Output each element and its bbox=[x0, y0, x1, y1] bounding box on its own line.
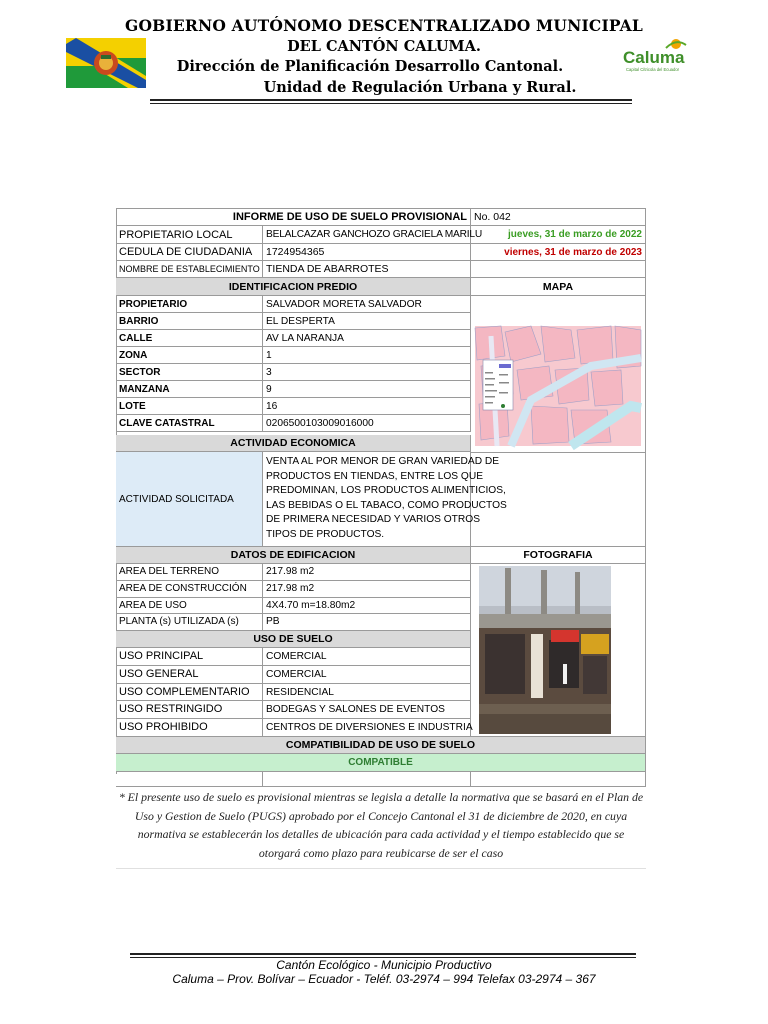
form-usos-value: COMERCIAL bbox=[263, 648, 471, 666]
provisional-note: * El presente uso de suelo es provisional mientras se legisla a detalle la normativa que se basará en el Plan de Uso y Gestion de Suelo (PUGS) aprobado por el Concejo Cantonal el 31 de diciembre de 2020, en cuya normativa se establecerán los detalles de ubicación para cada actividad y el tiempo establecido que se otorgará como plazo para reubicarse de ser el caso bbox=[118, 790, 644, 860]
form-usos-value: RESIDENCIAL bbox=[263, 684, 471, 702]
form-predio-label: CALLE bbox=[116, 330, 263, 347]
parcel-map bbox=[471, 296, 646, 453]
form-usos-label: USO COMPLEMENTARIO bbox=[116, 684, 263, 702]
footer-slogan: Cantón Ecológico - Municipio Productivo bbox=[276, 958, 492, 972]
form-predio-label: LOTE bbox=[116, 398, 263, 415]
form-predio-value: AV LA NARANJA bbox=[263, 330, 471, 347]
compatibility-status: COMPATIBLE bbox=[116, 754, 646, 772]
logo-text: Caluma bbox=[623, 48, 685, 67]
form-edificacion-label: AREA DE USO bbox=[116, 598, 263, 615]
form-title: INFORME DE USO DE SUELO PROVISIONAL bbox=[116, 208, 471, 226]
land-use-report-form bbox=[116, 208, 646, 873]
propietario-local-label: PROPIETARIO LOCAL bbox=[116, 226, 263, 244]
establecimiento-label: NOMBRE DE ESTABLECIMIENTO bbox=[116, 261, 263, 278]
letterhead bbox=[0, 0, 768, 120]
footer-rule bbox=[130, 953, 636, 955]
form-usos-value: CENTROS DE DIVERSIONES E INDUSTRIA bbox=[263, 719, 471, 737]
header-rule bbox=[150, 99, 632, 101]
form-predio-value: 3 bbox=[263, 364, 471, 381]
actividad-solicitada-label: ACTIVIDAD SOLICITADA bbox=[116, 452, 263, 547]
form-predio-label: CLAVE CATASTRAL bbox=[116, 415, 263, 432]
footer-contact: Caluma – Prov. Bolívar – Ecuador - Teléf. 03-2974 – 994 Telefax 03-2974 – 367 bbox=[172, 972, 596, 986]
actividad-line: TIPOS DE PRODUCTOS. bbox=[266, 528, 385, 540]
uso-de-suelo-header: USO DE SUELO bbox=[116, 631, 471, 648]
fotografia-header: FOTOGRAFIA bbox=[471, 547, 646, 564]
identificacion-predio-header: IDENTIFICACION PREDIO bbox=[116, 278, 471, 296]
form-edificacion-value: 4X4.70 m=18.80m2 bbox=[263, 598, 471, 615]
cedula-label: CEDULA DE CIUDADANIA bbox=[116, 244, 263, 261]
form-predio-label: MANZANA bbox=[116, 381, 263, 398]
header-rule-thin bbox=[150, 103, 632, 104]
form-edificacion-value: PB bbox=[263, 614, 471, 631]
form-predio-value: 1 bbox=[263, 347, 471, 364]
actividad-economica-header: ACTIVIDAD ECONOMICA bbox=[116, 435, 471, 452]
form-predio-value: 020650010300901600​0 bbox=[263, 415, 471, 432]
form-edificacion-label: AREA DEL TERRENO bbox=[116, 564, 263, 581]
form-usos-label: USO GENERAL bbox=[116, 666, 263, 684]
map-image bbox=[471, 296, 645, 452]
header-line-3: Dirección de Planificación Desarrollo Cantonal. bbox=[176, 58, 564, 75]
form-predio-value: EL DESPERTA bbox=[263, 313, 471, 330]
form-predio-value: SALVADOR MORETA SALVADOR bbox=[263, 296, 471, 313]
propietario-local-value: BELALCAZAR GANCHOZO GRACIELA MARILU bbox=[263, 226, 471, 244]
form-usos-value: BODEGAS Y SALONES DE EVENTOS bbox=[263, 701, 471, 719]
actividad-line: LAS BEBIDAS O EL TABACO, COMO PRODUCTOS bbox=[266, 499, 507, 511]
form-edificacion-value: 217.98 m2 bbox=[263, 581, 471, 598]
header-line-1: GOBIERNO AUTÓNOMO DESCENTRALIZADO MUNICIPAL bbox=[125, 16, 643, 35]
form-usos-label: USO PROHIBIDO bbox=[116, 719, 263, 737]
form-predio-value: 16 bbox=[263, 398, 471, 415]
actividad-line: VENTA AL POR MENOR DE GRAN VARIEDAD DE bbox=[266, 456, 500, 467]
expiry-date: viernes, 31 de marzo de 2023 bbox=[471, 244, 646, 261]
actividad-solicitada-value bbox=[263, 452, 507, 547]
establecimiento-value: TIENDA DE ABARROTES bbox=[263, 261, 471, 278]
mapa-header: MAPA bbox=[471, 278, 646, 296]
caluma-logo bbox=[620, 36, 700, 76]
logo-subtext: Capital Cítricola del Ecuador bbox=[626, 67, 680, 72]
form-edificacion-label: AREA DE CONSTRUCCIÓN bbox=[116, 581, 263, 598]
datos-edificacion-header: DATOS DE EDIFICACION bbox=[116, 547, 471, 564]
storefront-photo-image bbox=[471, 564, 645, 736]
form-usos-label: USO RESTRINGIDO bbox=[116, 701, 263, 719]
form-predio-label: SECTOR bbox=[116, 364, 263, 381]
compatibilidad-header: COMPATIBILIDAD DE USO DE SUELO bbox=[116, 737, 646, 754]
form-usos-value: COMERCIAL bbox=[263, 666, 471, 684]
header-line-4: Unidad de Regulación Urbana y Rural. bbox=[263, 79, 577, 96]
property-photo bbox=[471, 564, 646, 737]
form-usos-label: USO PRINCIPAL bbox=[116, 648, 263, 666]
actividad-line: PREDOMINAN, LOS PRODUCTOS ALIMENTICIOS, bbox=[266, 485, 506, 496]
form-edificacion-label: PLANTA (s) UTILIZADA (s) bbox=[116, 614, 263, 631]
form-edificacion-value: 217.98 m2 bbox=[263, 564, 471, 581]
actividad-line: PRODUCTOS EN TIENDAS, ENTRE LOS QUE bbox=[266, 470, 483, 482]
form-predio-value: 9 bbox=[263, 381, 471, 398]
header-line-2: DEL CANTÓN CALUMA. bbox=[287, 38, 481, 55]
cedula-value: 1724954365 bbox=[263, 244, 471, 261]
issue-date: jueves, 31 de marzo de 2022 bbox=[471, 226, 646, 244]
form-predio-label: BARRIO bbox=[116, 313, 263, 330]
actividad-line: DE PRIMERA NECESIDAD Y VARIOS OTROS bbox=[266, 514, 480, 525]
report-number: No. 042 bbox=[471, 208, 646, 226]
form-predio-label: PROPIETARIO bbox=[116, 296, 263, 313]
form-predio-label: ZONA bbox=[116, 347, 263, 364]
